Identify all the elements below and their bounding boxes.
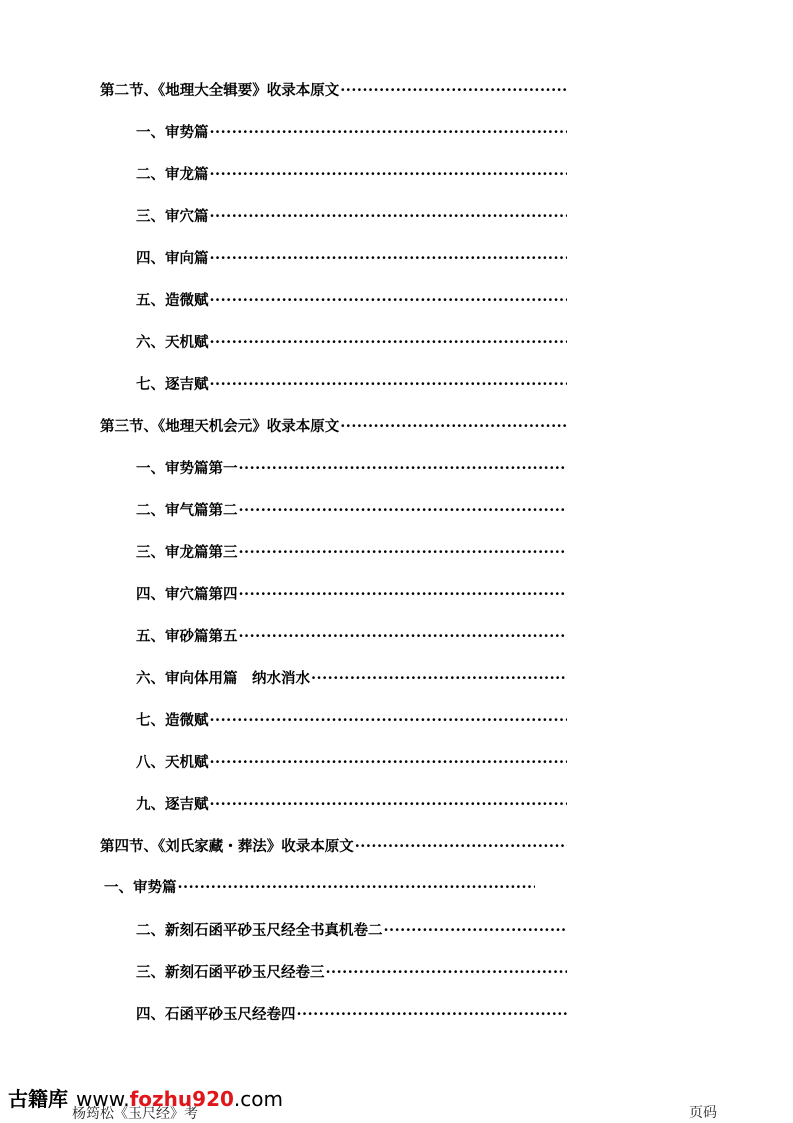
toc-entry[interactable]: 七、造微赋 ····· <box>136 710 567 732</box>
logo-text: 古籍库 <box>8 1087 68 1111</box>
toc-entry-section-2[interactable]: 第二节、《地理大全辑要》收录本原文 ····· <box>100 80 567 102</box>
toc-entry[interactable]: 二、新刻石函平砂玉尺经全书真机卷二 ····· <box>136 920 567 942</box>
toc-entry[interactable]: 三、审龙篇第三 ····· <box>136 542 567 564</box>
toc-entry[interactable]: 三、审穴篇 ····· <box>136 206 567 228</box>
toc-entry[interactable]: 一、审势篇 ····· <box>136 122 567 144</box>
page-footer <box>0 1085 793 1122</box>
toc-entry[interactable]: 八、天机赋 ····· <box>136 752 567 774</box>
toc-entry-section-4[interactable]: 第四节、《刘氏家藏・葬法》收录本原文 ····· <box>100 836 567 858</box>
toc-entry[interactable]: 七、逐吉赋 ····· <box>136 374 567 396</box>
toc-entry[interactable]: 一、审势篇第一 ····· <box>136 458 567 480</box>
toc-entry[interactable]: 六、审向体用篇 纳水消水 ····· <box>136 668 567 690</box>
toc-entry[interactable]: 四、审向篇 ····· <box>136 248 567 270</box>
toc-entry[interactable]: 四、石函平砂玉尺经卷四 ····· <box>136 1004 567 1026</box>
toc-entry[interactable]: 二、审龙篇 ····· <box>136 164 567 186</box>
toc-entry[interactable]: 五、审砂篇第五 ····· <box>136 626 567 648</box>
logo-www: www. <box>76 1087 130 1111</box>
toc-entry[interactable]: 六、天机赋 ····· <box>136 332 567 354</box>
toc-entry[interactable]: 四、审穴篇第四 ····· <box>136 584 567 606</box>
page-number-label: 页码 <box>689 1105 717 1121</box>
logo-tld: .com <box>233 1087 283 1111</box>
toc-entry-section-3[interactable]: 第三节、《地理天机会元》收录本原文 ····· <box>100 416 567 438</box>
toc-entry[interactable]: 二、审气篇第二 ····· <box>136 500 567 522</box>
logo-domain: fozhu920 <box>129 1087 234 1111</box>
toc-entry[interactable]: 五、造微赋 ····· <box>136 290 567 312</box>
toc-entry[interactable]: 三、新刻石函平砂玉尺经卷三 ····· <box>136 962 567 984</box>
site-watermark-logo <box>8 1087 283 1111</box>
toc-entry[interactable]: 九、逐吉赋 ····· <box>136 794 567 816</box>
footer-author: 杨筠松《玉尺经》考 <box>72 1106 198 1122</box>
toc-entry[interactable]: 一、审势篇 ····· <box>104 877 535 899</box>
